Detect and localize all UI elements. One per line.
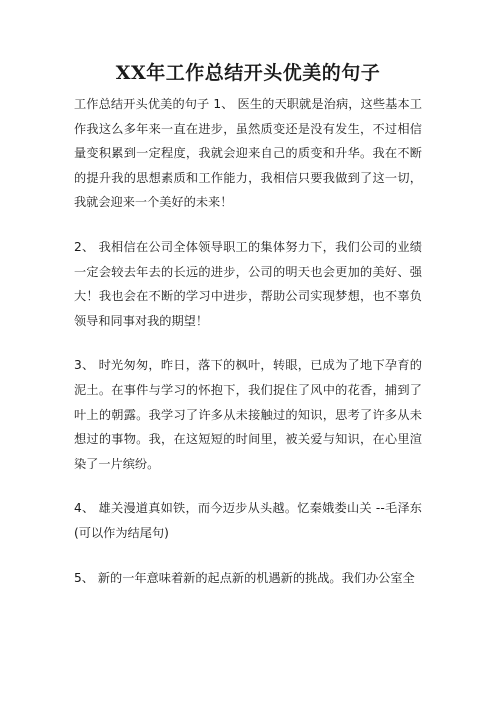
paragraph-spacer xyxy=(74,215,422,235)
paragraph-1: 工作总结开头优美的句子 1、 医生的天职就是治病，这些基本工作我这么多年来一直在进步，虽然质变还是没有发生，不过相信量变积累到一定程度，我就会迎来自己的质变和升华。我在不断的提升我的思想素质和工作能力，我相信只要我做到了这一切，我就会迎来一个美好的未来！ xyxy=(74,97,422,210)
paragraph-spacer xyxy=(74,546,422,566)
paragraph-spacer xyxy=(74,476,422,496)
paragraph-4: 4、 雄关漫道真如铁，而今迈步从头越。忆秦娥娄山关 --毛泽东(可以作为结尾句) xyxy=(74,501,422,540)
paragraph-5: 5、 新的一年意味着新的起点新的机遇新的挑战。我们办公室全 xyxy=(74,570,415,585)
paragraph-2: 2、 我相信在公司全体领导职工的集体努力下，我们公司的业绩一定会较去年去的长远的进步，公司的明天也会更加的美好、强大！我也会在不断的学习中进步，帮助公司实现梦想，也不辜负领导和同事对我的期望！ xyxy=(74,239,422,328)
paragraph-3: 3、 时光匆匆，昨日，落下的枫叶，转眼，已成为了地下孕育的泥土。在事件与学习的怀抱下，我们捉住了风中的花香，捕到了叶上的朝露。我学习了许多从未接触过的知识，思考了许多从未想过的事物。我，在这短短的时间里，被关爱与知识，在心里渲染了一片缤纷。 xyxy=(74,358,422,471)
document-title: XX年工作总结开头优美的句子 xyxy=(115,62,381,84)
paragraph-spacer xyxy=(74,333,422,353)
